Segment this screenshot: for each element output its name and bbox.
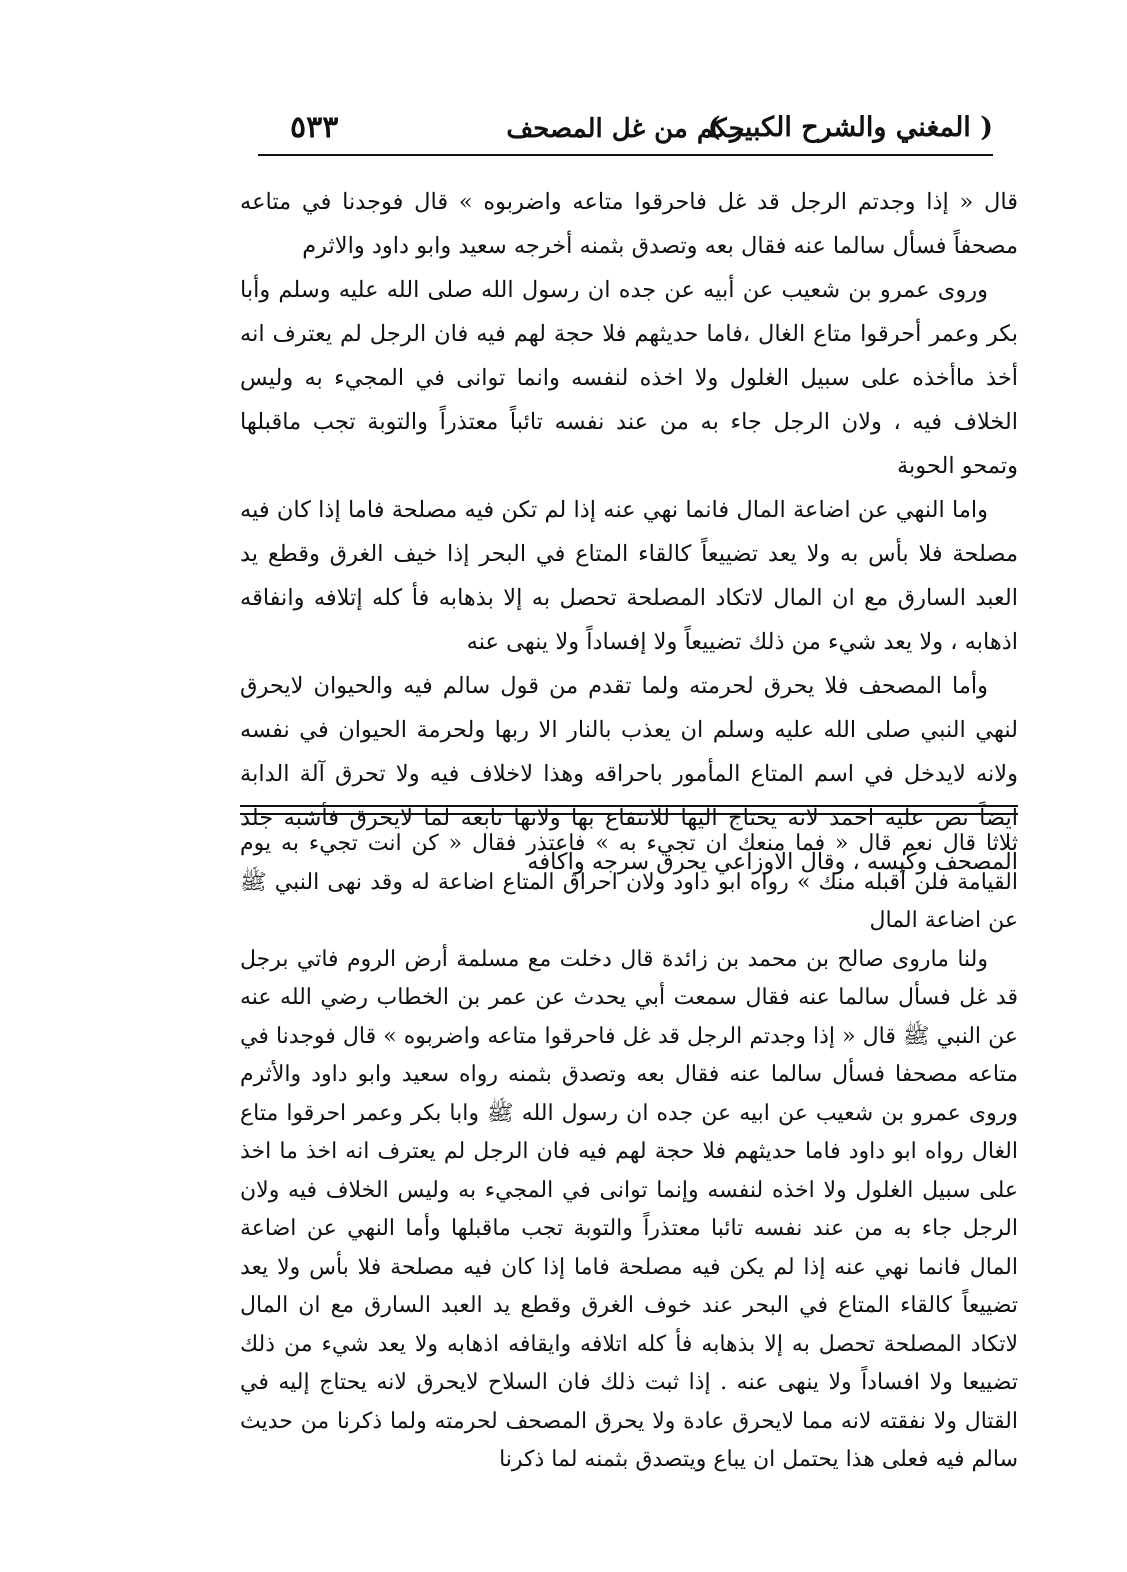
main-paragraph: قال « إذا وجدتم الرجل قد غل فاحرقوا متاعه واضربوه » قال فوجدنا في متاعه مصحفاً فسأل سالما عنه فقال بعه وتصدق بثمنه أخرجه سعيد وابو داود والاثرم (240, 189, 1018, 259)
page-header (258, 110, 993, 154)
main-paragraph: واما النهي عن اضاعة المال فانما نهي عنه إذا لم تكن فيه مصلحة فاما إذا كان فيه مصلحة فلا بأس به ولا يعد تضييعاً كالقاء المتاع في البحر إذا خيف الغرق وقطع يد العبد السارق مع ان المال لاتكاد المصلحة تحصل به إلا بذهابه فأ كله إتلافه وانفاقه اذهابه ، ولا يعد شيء من ذلك تضييعاً ولا إفساداً ولا ينهى عنه (240, 497, 1018, 655)
commentary-text (240, 825, 1018, 1480)
header-rule (258, 154, 993, 156)
commentary-paragraph: ولنا ماروى صالح بن محمد بن زائدة قال دخلت مع مسلمة أرض الروم فاتي برجل قد غل فسأل سالما عنه فقال سمعت أبي يحدث عن عمر بن الخطاب رضي الله عنه عن النبي ﷺ قال « إذا وجدتم الرجل قد غل فاحرقوا متاعه واضربوه » قال فوجدنا في متاعه مصحفا فسأل سالما عنه فقال بعه وتصدق بثمنه رواه سعيد وابو داود والأثرم وروى عمرو بن شعيب عن ابيه عن جده ان رسول الله ﷺ وابا بكر وعمر احرقوا متاع الغال رواه ابو داود فاما حديثهم فلا حجة لهم فيه فان الرجل لم يعترف انه اخذ ما اخذ على سبيل الغلول ولا اخذه لنفسه وإنما توانى في المجيء به وليس الخلاف فيه ولان الرجل جاء به من عند نفسه تائبا معتذراً والتوبة تجب ماقبلها وأما النهي عن اضاعة المال فانما نهي عنه إذا لم يكن فيه مصلحة فاما إذا كان فيه مصلحة فلا بأس ولا يعد تضييعاً كالقاء المتاع في البحر عند خوف الغرق وقطع يد العبد السارق مع ان المال لاتكاد المصلحة تحصل به إلا بذهابه فأ كله اتلافه وايقافه اذهابه ولا يعد شيء من ذلك تضييعا ولا افساداً ولا ينهى عنه . إذا ثبت ذلك فان السلاح لايحرق لانه يحتاج إليه في القتال ولا نفقته لانه مما لايحرق عادة ولا يحرق المصحف لحرمته ولما ذكرنا من حديث سالم فيه فعلى هذا يحتمل ان يباع ويتصدق بثمنه لما ذكرنا (240, 946, 1018, 1472)
commentary-paragraph: ثلاثا قال نعم قال « فما منعك ان تجيء به » فاعتذر فقال « كن انت تجيء به يوم القيامة فلن أقبله منك » رواه ابو داود ولان احراق المتاع اضاعة له وقد نهى النبي ﷺ عن اضاعة المال (240, 831, 1018, 933)
main-paragraph: وروى عمرو بن شعيب عن أبيه عن جده ان رسول الله صلى الله عليه وسلم وأبا بكر وعمر أحرقوا متاع الغال ،فاما حديثهم فلا حجة لهم فيه فان الرجل لم يعترف انه أخذ ماأخذه على سبيل الغلول ولا اخذه لنفسه وانما توانى في المجيء به وليس الخلاف فيه ، ولان الرجل جاء به من عند نفسه تائباً معتذراً والتوبة تجب ماقبلها وتمحو الحوبة (240, 277, 1018, 479)
section-title: حكم من غل المصحف (506, 114, 745, 144)
page-number: ٥٣٣ (290, 110, 339, 145)
book-title: ( المغني والشرح الكبير ) (707, 112, 993, 143)
section-divider (240, 805, 1018, 815)
main-text (240, 180, 1018, 884)
main-paragraph: وأما المصحف فلا يحرق لحرمته ولما تقدم من قول سالم فيه والحيوان لايحرق لنهي النبي صلى الله عليه وسلم ان يعذب بالنار الا ربها ولحرمة الحيوان في نفسه ولانه لايدخل في اسم المتاع المأمور باحراقه وهذا لاخلاف فيه ولا تحرق آلة الدابة ايضاً نص عليه احمد لانه يحتاج اليها للانتفاع بها ولانها تابعة لما لايحرق فأشبه جلد المصحف وكيسه ، وقال الاوزاعي يحرق سرجه واكافه (240, 673, 1018, 875)
